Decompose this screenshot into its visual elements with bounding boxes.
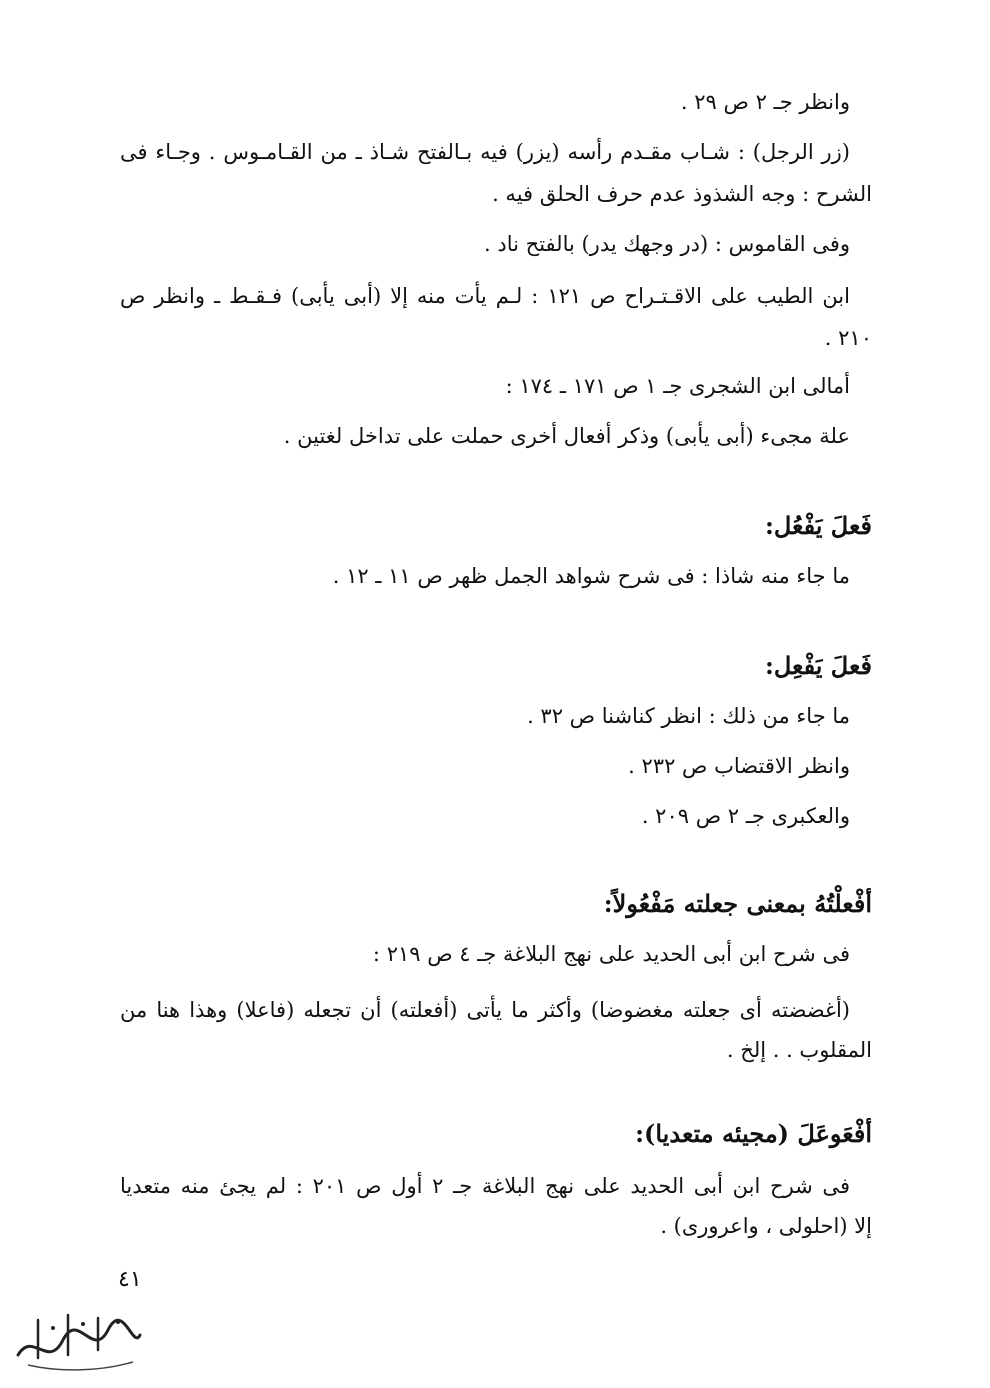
text-line-3: الشرح : وجه الشذوذ عدم حرف الحلق فيه . xyxy=(492,182,872,206)
text-line-4: وفى القاموس : (در وجهك يدر) بالفتح ناد . xyxy=(484,232,850,256)
text-line-17: إلا (احلولى ، واعرورى) . xyxy=(660,1214,872,1238)
text-line-1: وانظر جـ ٢ ص ٢٩ . xyxy=(680,90,850,114)
text-line-6: ٢١٠ . xyxy=(824,326,872,350)
section-heading-1: فَعلَ يَفْعُل: xyxy=(764,511,872,540)
text-line-16: فى شرح ابن أبى الحديد على نهج البلاغة جـ ٢ أول ص ٢٠١ : لم يجئ منه متعديا xyxy=(120,1174,850,1198)
text-line-7: أمالى ابن الشجرى جـ ١ ص ١٧١ ـ ١٧٤ : xyxy=(505,374,850,398)
text-line-15: المقلوب . . إلخ . xyxy=(726,1038,872,1062)
publisher-logo-icon xyxy=(8,1300,148,1380)
text-line-12: والعكبرى جـ ٢ ص ٢٠٩ . xyxy=(641,804,850,828)
section-heading-2: فَعلَ يَفْعِل: xyxy=(764,651,872,680)
text-line-8: علة مجىء (أبى يأبى) وذكر أفعال أخرى حملت على تداخل لغتين . xyxy=(283,424,850,448)
text-line-14: (أغضضته أى جعلته مغضوضا) وأكثر ما يأتى (أفعلته) أن تجعله (فاعلا) وهذا هنا من xyxy=(120,998,850,1022)
text-line-13: فى شرح ابن أبى الحديد على نهج البلاغة جـ ٤ ص ٢١٩ : xyxy=(372,942,850,966)
text-line-9: ما جاء منه شاذا : فى شرح شواهد الجمل ظهر ص ١١ ـ ١٢ . xyxy=(332,564,850,588)
text-line-10: ما جاء من ذلك : انظر كناشنا ص ٣٢ . xyxy=(527,704,850,728)
text-line-2: (زر الرجل) : شـاب مقـدم رأسه (يزر) فيه بـالفتح شـاذ ـ من القـامـوس . وجـاء فى xyxy=(120,140,850,164)
page-number: ٤١ xyxy=(118,1267,142,1292)
section-heading-3: أفْعلْتُهُ بمعنى جعلته مَفْعُولاً: xyxy=(603,889,872,918)
text-line-5: ابن الطيب على الاقـتـراح ص ١٢١ : لـم يأت منه إلا (أبى يأبى) فـقـط ـ وانظر ص xyxy=(120,284,850,308)
section-heading-4: أفْعَوعَلَ (مجيئه متعديا): xyxy=(635,1119,872,1148)
text-line-11: وانظر الاقتضاب ص ٢٣٢ . xyxy=(628,754,850,778)
